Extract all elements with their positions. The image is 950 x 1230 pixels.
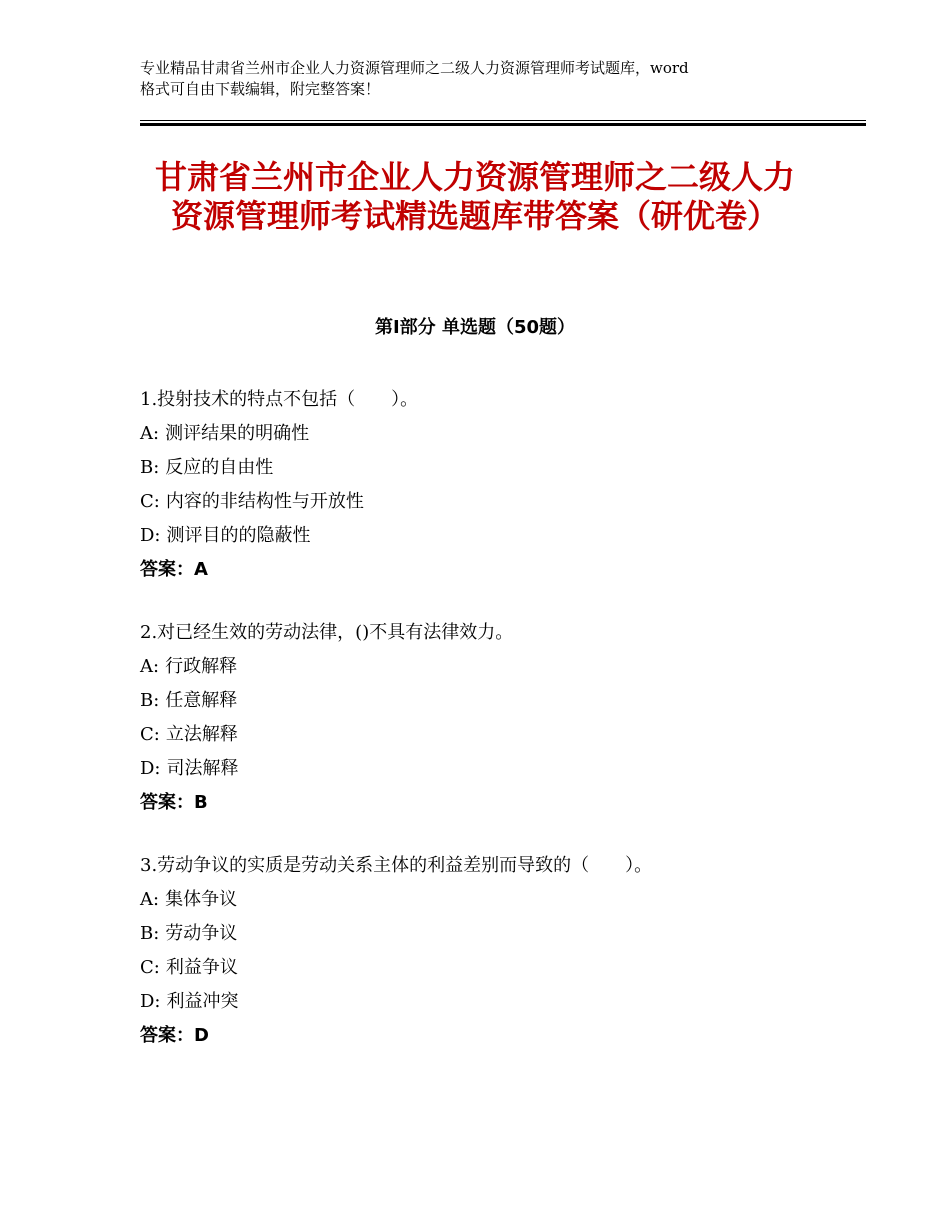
option-text: 任意解释: [165, 690, 238, 711]
header-divider-thin: [140, 120, 866, 121]
document-title: 甘肃省兰州市企业人力资源管理师之二级人力资源管理师考试精选题库带答案（研优卷）: [154, 158, 795, 235]
option-key: B:: [140, 690, 160, 711]
header-note: [140, 58, 840, 100]
question-option-c: [140, 485, 840, 519]
header-note-line-1: 专业精品甘肃省兰州市企业人力资源管理师之二级人力资源管理师考试题库，word: [140, 59, 689, 77]
question-list: [140, 383, 840, 1082]
section-title: 第Ⅰ部分 单选题（50题）: [374, 317, 575, 338]
question-answer: 答案：D: [140, 1025, 209, 1046]
question-2: [140, 616, 840, 820]
option-key: D:: [140, 525, 161, 546]
question-option-a: [140, 417, 840, 451]
header-divider-thick: [140, 123, 866, 126]
question-stem: 3.劳动争议的实质是劳动关系主体的利益差别而导致的（ ）。: [140, 855, 653, 876]
option-key: D:: [140, 758, 161, 779]
question-stem: 2.对已经生效的劳动法律，()不具有法律效力。: [140, 622, 514, 643]
question-option-a: [140, 883, 840, 917]
option-text: 行政解释: [165, 656, 238, 677]
question-option-c: [140, 951, 840, 985]
option-key: C:: [140, 724, 160, 745]
question-1: [140, 383, 840, 587]
question-option-a: [140, 650, 840, 684]
question-option-b: [140, 917, 840, 951]
question-answer: 答案：B: [140, 792, 208, 813]
option-text: 集体争议: [165, 889, 238, 910]
option-text: 利益冲突: [166, 991, 239, 1012]
option-text: 立法解释: [165, 724, 238, 745]
question-option-d: [140, 985, 840, 1019]
question-option-b: [140, 451, 840, 485]
option-text: 测评结果的明确性: [165, 423, 310, 444]
option-key: D:: [140, 991, 161, 1012]
header-note-line-2: 格式可自由下载编辑，附完整答案！: [140, 80, 381, 98]
option-key: A:: [140, 656, 160, 677]
option-text: 劳动争议: [165, 923, 238, 944]
question-stem: 1.投射技术的特点不包括（ ）。: [140, 389, 419, 410]
option-key: A:: [140, 423, 160, 444]
option-key: C:: [140, 957, 160, 978]
option-text: 内容的非结构性与开放性: [165, 491, 364, 512]
question-option-c: [140, 718, 840, 752]
option-key: B:: [140, 923, 160, 944]
option-text: 利益争议: [165, 957, 238, 978]
option-key: B:: [140, 457, 160, 478]
question-option-b: [140, 684, 840, 718]
option-text: 反应的自由性: [165, 457, 274, 478]
option-text: 司法解释: [166, 758, 239, 779]
question-option-d: [140, 752, 840, 786]
question-option-d: [140, 519, 840, 553]
question-3: [140, 849, 840, 1053]
option-key: C:: [140, 491, 160, 512]
question-answer: 答案：A: [140, 559, 208, 580]
option-text: 测评目的的隐蔽性: [166, 525, 311, 546]
option-key: A:: [140, 889, 160, 910]
